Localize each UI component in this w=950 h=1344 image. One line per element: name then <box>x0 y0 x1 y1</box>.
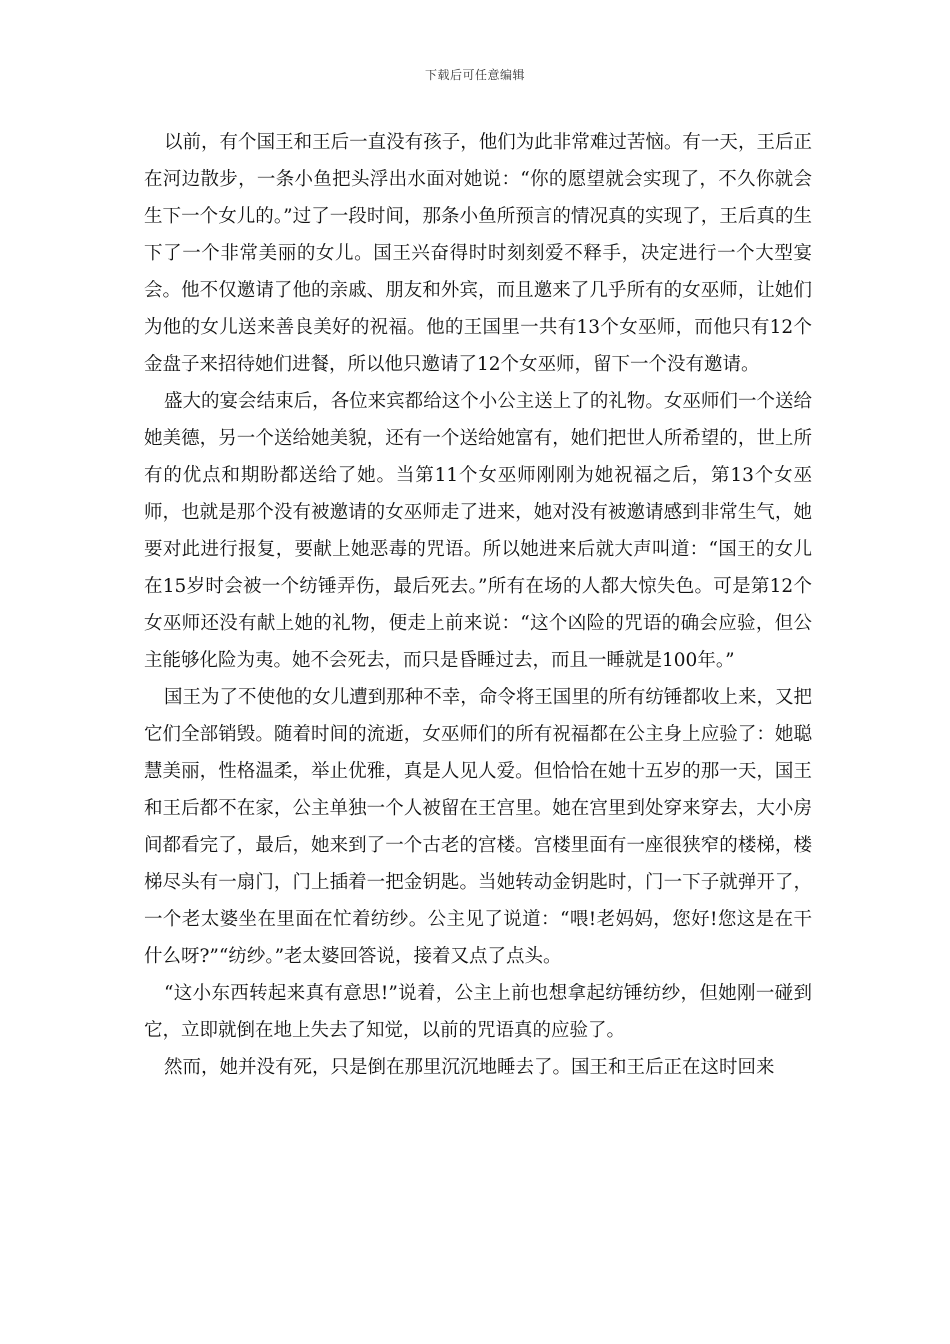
paragraph: 国王为了不使他的女儿遭到那种不幸，命令将王国里的所有纺锤都收上来，又把它们全部销毁。随着时间的流逝，女巫师们的所有祝福都在公主身上应验了：她聪慧美丽，性格温柔，举止优雅，真是人见人爱。但恰恰在她十五岁的那一天，国王和王后都不在家，公主单独一个人被留在王宫里。她在宫里到处穿来穿去，大小房间都看完了，最后，她来到了一个古老的宫楼。宫楼里面有一座很狭窄的楼梯，楼梯尽头有一扇门，门上插着一把金钥匙。当她转动金钥匙时，门一下子就弹开了，一个老太婆坐在里面在忙着纺纱。公主见了说道：“喂!老妈妈，您好!您这是在干什么呀?”“纺纱。”老太婆回答说，接着又点了点头。 <box>144 687 812 967</box>
page-header-note: 下载后可任意编辑 <box>424 68 525 82</box>
paragraph: 盛大的宴会结束后，各位来宾都给这个小公主送上了的礼物。女巫师们一个送给她美德，另一个送给她美貌，还有一个送给她富有，她们把世人所希望的，世上所有的优点和期盼都送给了她。当第11个女巫师刚刚为她祝福之后，第13个女巫师，也就是那个没有被邀请的女巫师走了进来，她对没有被邀请感到非常生气，她要对此进行报复，要献上她恶毒的咒语。所以她进来后就大声叫道：“国王的女儿在15岁时会被一个纺锤弄伤，最后死去。”所有在场的人都大惊失色。可是第12个女巫师还没有献上她的礼物，便走上前来说：“这个凶险的咒语的确会应验，但公主能够化险为夷。她不会死去，而只是昏睡过去，而且一睡就是100年。” <box>144 391 812 671</box>
paragraph: 然而，她并没有死，只是倒在那里沉沉地睡去了。国王和王后正在这时回来 <box>164 1057 775 1078</box>
paragraph: “这小东西转起来真有意思!”说着，公主上前也想拿起纺锤纺纱，但她刚一碰到它，立即就倒在地上失去了知觉，以前的咒语真的应验了。 <box>144 983 812 1041</box>
story-body <box>144 124 812 1086</box>
paragraph: 以前，有个国王和王后一直没有孩子，他们为此非常难过苦恼。有一天，王后正在河边散步，一条小鱼把头浮出水面对她说：“你的愿望就会实现了，不久你就会生下一个女儿的。”过了一段时间，那条小鱼所预言的情况真的实现了，王后真的生下了一个非常美丽的女儿。国王兴奋得时时刻刻爱不释手，决定进行一个大型宴会。他不仅邀请了他的亲戚、朋友和外宾，而且邀来了几乎所有的女巫师，让她们为他的女儿送来善良美好的祝福。他的王国里一共有13个女巫师，而他只有12个金盘子来招待她们进餐，所以他只邀请了12个女巫师，留下一个没有邀请。 <box>144 132 812 375</box>
